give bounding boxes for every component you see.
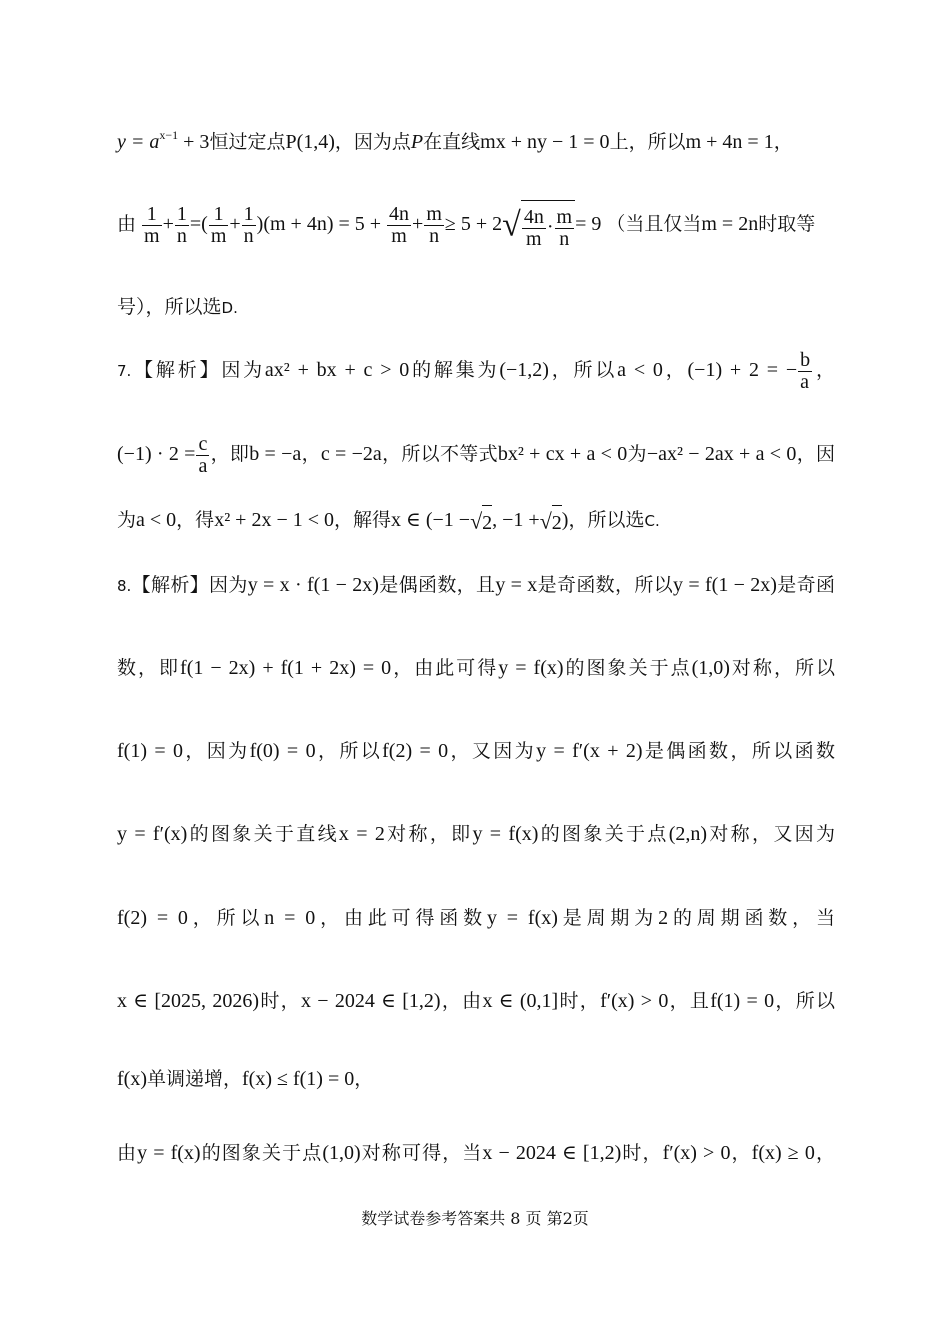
- text: 【解析】因为: [131, 359, 265, 381]
- text: ，由: [440, 990, 483, 1012]
- solution-line-12: [117, 986, 835, 1016]
- text: 【解析】因为: [131, 574, 248, 596]
- math-c-value: c = −2a: [320, 443, 382, 465]
- math-inequality-substituted: −ax² − 2ax + a < 0: [646, 443, 797, 465]
- solution-line-3: [117, 292, 835, 323]
- text: 号），所以选: [117, 296, 222, 318]
- math-value: f(1) = 0: [117, 740, 184, 762]
- math-derivative: f′(x) > 0: [600, 990, 669, 1012]
- text: 为: [627, 443, 647, 465]
- solution-line-8: [117, 653, 835, 683]
- text: ，: [813, 359, 835, 381]
- text: ，: [814, 1142, 835, 1164]
- text: ，所以不等式: [381, 443, 498, 465]
- text: 的图象关于点: [200, 1142, 323, 1164]
- solution-line-11: [117, 903, 835, 933]
- fraction-1-over-n: $\frac{1}{n}$: [176, 203, 187, 247]
- math-equation: f(1 − 2x) + f(1 + 2x) = 0: [180, 657, 392, 679]
- math-function: y = f′(x + 2): [536, 740, 643, 762]
- text: 是偶函数，所以函数: [642, 740, 835, 762]
- math-function: y = x: [495, 574, 538, 596]
- problem-number: 8.: [117, 577, 132, 595]
- fraction-1-over-m: $\frac{1}{m}$: [144, 203, 160, 247]
- text: ，所以: [187, 907, 265, 929]
- text: 上，所以: [609, 131, 686, 153]
- math-value: n = 0: [264, 907, 316, 929]
- solution-line-6: [117, 505, 835, 538]
- math-line: x = 2: [338, 823, 385, 845]
- math-inequality: f(x) ≤ f(1) = 0: [242, 1068, 355, 1090]
- math-point: (2,n): [668, 823, 708, 845]
- text: 由: [117, 213, 137, 236]
- text: 对称，又因为: [707, 823, 835, 845]
- math-interval: (−1,2): [499, 359, 549, 381]
- math-function: y = f′(x): [117, 823, 188, 845]
- text: 恒过定点: [209, 131, 286, 153]
- math-function: y = f(x): [498, 657, 564, 679]
- text: 是周期为: [557, 907, 659, 929]
- math-equality-condition: m = 2n: [701, 213, 759, 236]
- math-function: y = f(x): [486, 907, 558, 929]
- math-b-value: b = −a: [249, 443, 302, 465]
- math-exponential: $y = a^{x-1} + 3$: [117, 128, 210, 153]
- text: 的周期函数，当: [668, 907, 835, 929]
- text: ，由此可得函数: [315, 907, 487, 929]
- math-constraint: m + 4n = 1: [685, 131, 774, 153]
- math-interval: x − 2024 ∈ [1,2): [482, 1142, 622, 1164]
- math-inequality: bx² + cx + a < 0: [497, 443, 628, 465]
- text: 对称，所以: [729, 657, 835, 679]
- solution-line-13: [117, 1064, 835, 1094]
- text: ，由此可得: [391, 657, 499, 679]
- fraction-1-over-m: $\frac{1}{m}$: [210, 203, 227, 247]
- text: ，因: [796, 443, 835, 465]
- math-value: f(2) = 0: [382, 740, 449, 762]
- math-point: (1,0): [322, 1142, 361, 1164]
- text: ，所以: [774, 990, 835, 1012]
- math-function: y = f(1 − 2x): [673, 574, 777, 596]
- math-function: y = f(x): [472, 823, 539, 845]
- text: 是偶函数，且: [378, 574, 496, 596]
- solution-line-7: [117, 570, 835, 601]
- text: 的图象关于点: [563, 657, 692, 679]
- problem-number: 7.: [117, 362, 132, 380]
- text: 是奇函数，所以: [537, 574, 674, 596]
- solution-line-14: [117, 1138, 835, 1168]
- text: 单调递增，: [146, 1068, 242, 1090]
- text: 的图象关于直线: [187, 823, 339, 845]
- text: 在直线: [423, 131, 481, 153]
- text: ，: [301, 443, 321, 465]
- math-derivative: f′(x) > 0: [662, 1142, 731, 1164]
- answer-choice: C.: [644, 512, 660, 531]
- text: ，: [773, 131, 793, 153]
- math-point-p: P: [410, 131, 424, 153]
- fraction-m-over-n: $\frac{m}{n}$: [426, 203, 442, 247]
- text: ，因为点: [334, 131, 411, 153]
- solution-line-10: [117, 819, 835, 849]
- math-function: y = f(x): [137, 1142, 201, 1164]
- solution-line-9: [117, 736, 835, 766]
- math-condition: a < 0: [136, 509, 177, 532]
- text: ，解得: [334, 509, 392, 532]
- text: 时，: [558, 990, 601, 1012]
- text: ，: [662, 359, 688, 381]
- math-period: 2: [658, 907, 669, 929]
- text: ，: [354, 1068, 374, 1090]
- math-inequality-chain: $\frac{1}{m}$ + $\frac{1}{n}$ =( $\frac{1}{m}$ + $\frac{1}{n}$ )(m + 4n) = 5 + $\frac{4n}{m}$ + $\frac{m}{n}$ ≥ 5 + 2√ $\frac{4n}{m}$ · $\frac{m}{n}$ = 9: [136, 213, 606, 235]
- text: 时，: [621, 1142, 663, 1164]
- math-quadratic-inequality: ax² + bx + c > 0: [264, 359, 410, 381]
- fraction-4n-over-m: $\frac{4n}{m}$: [389, 203, 410, 247]
- text: 是奇函: [776, 574, 835, 596]
- fraction-1-over-n: $\frac{1}{n}$: [243, 203, 254, 247]
- text: 由: [117, 1142, 138, 1164]
- square-root: √ $\frac{4n}{m}$ · $\frac{m}{n}$: [502, 200, 575, 251]
- solution-line-4: [117, 348, 835, 393]
- text: 的图象关于点: [538, 823, 669, 845]
- answer-choice: D.: [221, 299, 238, 317]
- text: 对称，即: [384, 823, 473, 845]
- math-interval: x − 2024 ∈ [1,2): [300, 990, 441, 1012]
- math-value: f(1) = 0: [710, 990, 775, 1012]
- text: 对称可得，当: [360, 1142, 483, 1164]
- math-value: f(0) = 0: [249, 740, 316, 762]
- text: （当且仅当: [606, 213, 702, 236]
- text: ，所以: [548, 359, 618, 381]
- math-interval: x ∈ [2025, 2026): [117, 990, 260, 1012]
- math-vieta-product: (−1) · 2 = $\frac{c}{a}$: [117, 432, 208, 477]
- math-vieta-sum: (−1) + 2 = − $\frac{b}{a}$: [687, 348, 811, 393]
- text: ，得: [176, 509, 215, 532]
- text: ，所以: [315, 740, 383, 762]
- text: 数，即: [117, 657, 181, 679]
- math-value: f(2) = 0: [117, 907, 188, 929]
- text: ，所以选: [568, 509, 645, 532]
- text: 时取等: [758, 213, 816, 236]
- math-solution-interval: x ∈ (−1 −√2, −1 +√2): [391, 509, 568, 531]
- page-footer: 数学试卷参考答案共 8 页 第2页: [361, 1209, 589, 1228]
- math-interval: x ∈ (0,1]: [482, 990, 559, 1012]
- text: ，: [730, 1142, 752, 1164]
- text: ，即: [210, 443, 250, 465]
- text: ，又因为: [448, 740, 537, 762]
- text: 的解集为: [409, 359, 500, 381]
- math-line-equation: mx + ny − 1 = 0: [480, 131, 610, 153]
- solution-line-2: [117, 200, 835, 251]
- solution-line-5: [117, 432, 835, 477]
- solution-line-1: [117, 127, 835, 157]
- math-point: (1,0): [691, 657, 730, 679]
- text: ，因为: [183, 740, 250, 762]
- math-function: y = x · f(1 − 2x): [247, 574, 379, 596]
- math-condition: a < 0: [617, 359, 663, 381]
- math-fixed-point: P(1,4): [285, 131, 335, 153]
- text: 为: [117, 509, 137, 532]
- math-inequality: f(x) ≥ 0: [751, 1142, 815, 1164]
- text: 时，: [259, 990, 301, 1012]
- math-inequality: x² + 2x − 1 < 0: [214, 509, 335, 532]
- text: ，且: [668, 990, 711, 1012]
- math-function: f(x): [117, 1068, 147, 1090]
